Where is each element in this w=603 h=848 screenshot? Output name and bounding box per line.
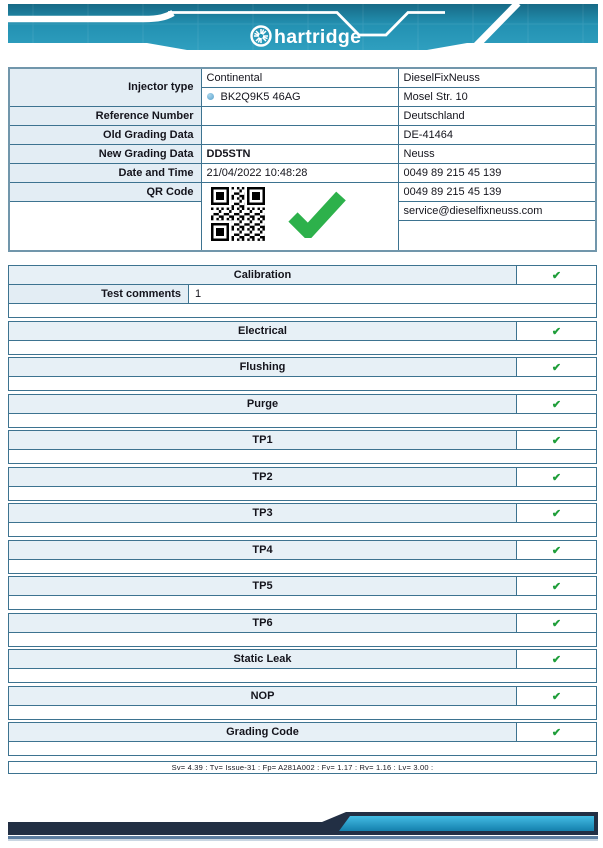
header-banner <box>0 0 603 54</box>
test-section <box>8 265 597 318</box>
test-section-title: TP2 <box>9 468 516 486</box>
test-section <box>8 649 597 683</box>
pass-check-icon: ✔ <box>551 581 562 593</box>
test-section-title: NOP <box>9 687 516 705</box>
pass-check-icon: ✔ <box>551 508 562 520</box>
test-section <box>8 394 597 428</box>
workshop-name: DieselFixNeuss <box>398 68 596 87</box>
test-section-title: TP1 <box>9 431 516 449</box>
new-grading-data-label: New Grading Data <box>9 144 201 163</box>
new-grading-data-value: DD5STN <box>201 144 398 163</box>
test-section-status-cell <box>516 395 596 413</box>
test-section-status-cell <box>516 687 596 705</box>
test-section-status-cell <box>516 431 596 449</box>
qr-code-image <box>211 187 265 241</box>
footer-steel-line <box>8 836 598 839</box>
footer-steel-line-fade <box>8 839 598 841</box>
test-section-status-cell <box>516 723 596 741</box>
test-section-title: TP6 <box>9 614 516 632</box>
test-section <box>8 576 597 610</box>
injector-bullet-icon <box>207 93 214 100</box>
pass-check-icon: ✔ <box>551 617 562 630</box>
workshop-street: Mosel Str. 10 <box>398 87 596 106</box>
injector-info-table <box>8 67 597 252</box>
old-grading-data-value <box>201 125 398 144</box>
test-section-result-area <box>9 705 596 719</box>
test-section-title: TP5 <box>9 577 516 595</box>
pass-check-icon: ✔ <box>551 270 562 282</box>
test-section-status-cell <box>516 577 596 595</box>
test-section-title: TP3 <box>9 504 516 522</box>
qr-code-label: QR Code <box>9 182 201 201</box>
qr-verified-check-icon <box>286 190 348 238</box>
test-section-status-cell <box>516 322 596 340</box>
workshop-phone-2: 0049 89 215 45 139 <box>398 182 596 201</box>
workshop-postcode: DE-41464 <box>398 125 596 144</box>
test-section-status-cell <box>516 614 596 632</box>
test-section <box>8 357 597 391</box>
test-section-result-area <box>9 376 596 390</box>
test-section <box>8 430 597 464</box>
pass-check-icon: ✔ <box>551 435 562 447</box>
test-section-title: Calibration <box>9 266 516 284</box>
pass-check-icon: ✔ <box>551 398 562 411</box>
workshop-country: Deutschland <box>398 106 596 125</box>
date-time-label: Date and Time <box>9 163 201 182</box>
date-time-value: 21/04/2022 10:48:28 <box>201 163 398 182</box>
label-column-spacer <box>9 201 201 251</box>
pass-check-icon: ✔ <box>551 544 562 557</box>
reference-number-value <box>201 106 398 125</box>
test-section-status-cell <box>516 358 596 376</box>
test-section-result-area <box>9 595 596 609</box>
test-section <box>8 686 597 720</box>
test-section-title: Static Leak <box>9 650 516 668</box>
test-section-title: Purge <box>9 395 516 413</box>
report-version-line: Sv= 4.39 : Tv= Issue-31 : Fp= A281A002 : Fv= 1.17 : Rv= 1.16 : Lv= 3.00 : <box>8 761 597 774</box>
workshop-email: service@dieselfixneuss.com <box>398 201 596 220</box>
test-section-result-area <box>9 413 596 427</box>
workshop-phone-1: 0049 89 215 45 139 <box>398 163 596 182</box>
old-grading-data-label: Old Grading Data <box>9 125 201 144</box>
test-section-status-cell <box>516 650 596 668</box>
injector-make-value: Continental <box>201 68 398 87</box>
brand-name: hartridge <box>274 26 362 48</box>
footer-banner <box>0 810 603 848</box>
test-section-result-area <box>9 741 596 755</box>
test-section <box>8 613 597 647</box>
pass-check-icon: ✔ <box>551 471 562 484</box>
test-section-result-area <box>9 449 596 463</box>
qr-code-cell <box>201 182 398 251</box>
test-section-status-cell <box>516 504 596 522</box>
test-comments-label: Test comments <box>9 285 188 303</box>
test-section-result-area <box>9 340 596 354</box>
test-section-title: Flushing <box>9 358 516 376</box>
injector-type-label: Injector type <box>9 68 201 106</box>
test-section-result-area <box>9 632 596 646</box>
test-section-status-cell <box>516 468 596 486</box>
workshop-column-spacer <box>398 220 596 251</box>
injector-part-number-cell <box>201 87 398 106</box>
test-sections-list <box>8 265 597 774</box>
test-section <box>8 503 597 537</box>
footer-cyan-shape <box>339 816 594 831</box>
injector-part-number: BK2Q9K5 46AG <box>220 90 301 103</box>
test-section <box>8 467 597 501</box>
pass-check-icon: ✔ <box>551 325 562 338</box>
pass-check-icon: ✔ <box>551 654 562 666</box>
test-section-status-cell <box>516 541 596 559</box>
test-section-result-area <box>9 668 596 682</box>
pass-check-icon: ✔ <box>551 362 562 374</box>
test-section <box>8 722 597 756</box>
test-section-title: Grading Code <box>9 723 516 741</box>
test-section-result-area <box>9 303 596 317</box>
test-section <box>8 321 597 355</box>
pass-check-icon: ✔ <box>551 727 562 739</box>
test-section-result-area <box>9 486 596 500</box>
pass-check-icon: ✔ <box>551 690 562 703</box>
test-comments-value: 1 <box>188 285 596 303</box>
test-section-title: TP4 <box>9 541 516 559</box>
test-section <box>8 540 597 574</box>
test-section-status-cell <box>516 266 596 284</box>
test-section-title: Electrical <box>9 322 516 340</box>
test-section-result-area <box>9 559 596 573</box>
reference-number-label: Reference Number <box>9 106 201 125</box>
test-section-result-area <box>9 522 596 536</box>
workshop-city: Neuss <box>398 144 596 163</box>
